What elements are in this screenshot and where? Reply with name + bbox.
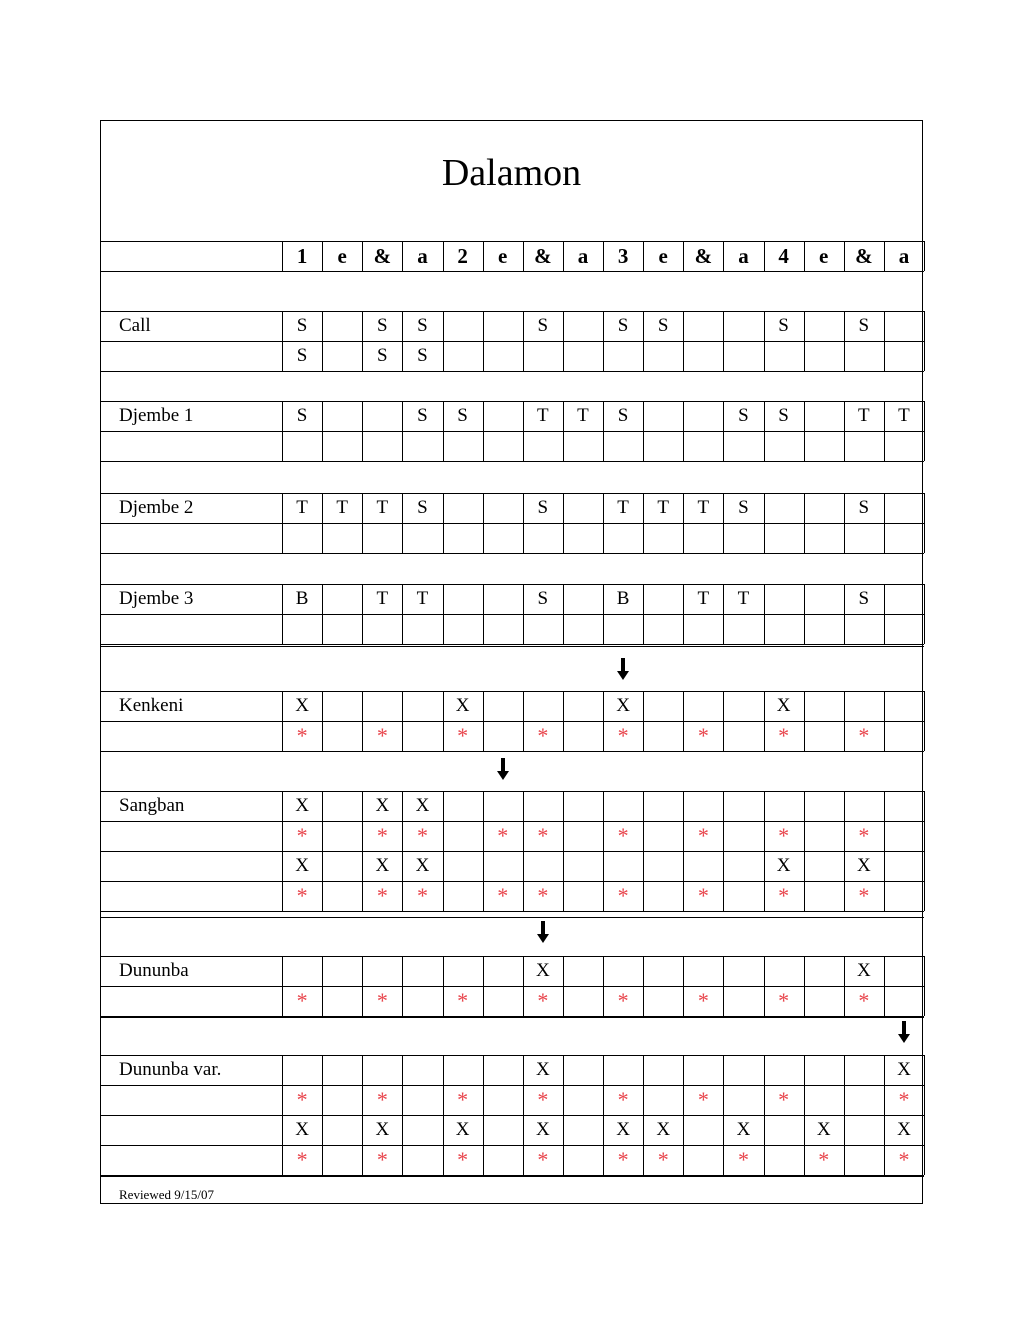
grid-line	[804, 311, 805, 371]
muted-stroke-mark: *	[376, 1087, 388, 1112]
stroke-cell: X	[295, 795, 309, 816]
grid-line	[483, 584, 484, 644]
grid-line	[563, 691, 564, 751]
muted-stroke-mark: *	[537, 883, 549, 908]
stroke-cell: T	[336, 497, 348, 518]
muted-stroke-mark: *	[497, 883, 509, 908]
stroke-cell: X	[776, 855, 791, 876]
muted-stroke-mark: *	[376, 723, 388, 748]
muted-stroke-mark: *	[858, 723, 870, 748]
grid-line	[443, 584, 444, 644]
grid-line	[924, 584, 925, 644]
grid-line	[804, 956, 805, 1016]
grid-line	[563, 956, 564, 1016]
muted-stroke-mark: *	[898, 1087, 910, 1112]
grid-line	[884, 691, 885, 751]
grid-line	[764, 1055, 765, 1175]
instrument-label: Sangban	[119, 795, 185, 816]
muted-stroke-mark: *	[296, 988, 308, 1013]
grid-line	[764, 584, 765, 644]
grid-line	[884, 311, 885, 371]
stroke-cell: B	[295, 588, 309, 609]
grid-line	[804, 493, 805, 553]
grid-line	[723, 956, 724, 1016]
grid-line	[884, 956, 885, 1016]
grid-line	[643, 691, 644, 751]
muted-stroke-mark: *	[376, 823, 388, 848]
stroke-cell: X	[455, 1119, 470, 1140]
muted-stroke-mark: *	[296, 723, 308, 748]
stroke-cell: X	[856, 855, 871, 876]
stroke-cell: S	[377, 345, 388, 366]
muted-stroke-mark: *	[818, 1147, 830, 1172]
muted-stroke-mark: *	[697, 723, 709, 748]
grid-line	[402, 1055, 403, 1175]
muted-stroke-mark: *	[457, 1087, 469, 1112]
grid-line	[322, 691, 323, 751]
grid-line	[101, 614, 924, 615]
grid-line	[924, 791, 925, 911]
grid-line	[483, 1055, 484, 1175]
grid-line	[101, 1176, 924, 1177]
stroke-cell: T	[376, 588, 389, 609]
muted-stroke-mark: *	[416, 883, 428, 908]
beat-header: 4	[778, 244, 789, 268]
stroke-cell: S	[738, 405, 749, 426]
stroke-cell: X	[295, 855, 309, 876]
grid-line	[322, 311, 323, 371]
stroke-cell: T	[296, 497, 308, 518]
muted-stroke-mark: *	[617, 823, 629, 848]
stroke-cell: X	[375, 855, 390, 876]
stroke-cell: T	[376, 497, 389, 518]
stroke-cell: X	[375, 795, 390, 816]
beat-header: e	[658, 244, 668, 268]
muted-stroke-mark: *	[296, 1087, 308, 1112]
stroke-cell: S	[417, 497, 428, 518]
muted-stroke-mark: *	[376, 883, 388, 908]
grid-line	[101, 791, 924, 792]
stroke-cell: S	[296, 345, 308, 366]
grid-line	[924, 493, 925, 553]
stroke-cell: S	[617, 315, 629, 336]
stroke-cell: T	[697, 588, 710, 609]
muted-stroke-mark: *	[537, 1087, 549, 1112]
muted-stroke-mark: *	[537, 988, 549, 1013]
instrument-label: Djembe 3	[119, 588, 194, 609]
stroke-cell: S	[858, 315, 870, 336]
grid-line	[101, 1017, 924, 1018]
grid-line	[101, 493, 924, 494]
stroke-cell: T	[858, 405, 870, 426]
muted-stroke-mark: *	[457, 988, 469, 1013]
instrument-label: Kenkeni	[119, 695, 184, 716]
muted-stroke-mark: *	[537, 823, 549, 848]
stroke-cell: B	[616, 588, 630, 609]
muted-stroke-mark: *	[697, 1087, 709, 1112]
grid-line	[563, 311, 564, 371]
instrument-label: Dununba	[119, 960, 189, 981]
grid-line	[483, 691, 484, 751]
muted-stroke-mark: *	[697, 823, 709, 848]
grid-line	[804, 791, 805, 911]
stroke-cell: X	[897, 1119, 911, 1140]
stroke-cell: S	[537, 497, 549, 518]
beat-header: e	[337, 244, 347, 268]
stroke-cell: S	[617, 405, 629, 426]
grid-line	[322, 791, 323, 911]
muted-stroke-mark: *	[617, 723, 629, 748]
muted-stroke-mark: *	[858, 883, 870, 908]
beat-header: a	[738, 244, 749, 268]
grid-line	[443, 791, 444, 911]
stroke-cell: S	[537, 315, 549, 336]
grid-line	[101, 751, 924, 752]
stroke-cell: T	[898, 405, 910, 426]
beat-header: 2	[457, 244, 468, 268]
beat-header: a	[417, 244, 428, 268]
grid-line	[804, 401, 805, 461]
stroke-cell: X	[415, 855, 430, 876]
stroke-cell: T	[657, 497, 669, 518]
instrument-label: Call	[119, 315, 151, 336]
muted-stroke-mark: *	[617, 1147, 629, 1172]
grid-line	[483, 311, 484, 371]
grid-line	[924, 401, 925, 461]
grid-line	[563, 1055, 564, 1175]
beat-header: &	[694, 244, 713, 268]
stroke-cell: S	[296, 405, 308, 426]
muted-stroke-mark: *	[657, 1147, 669, 1172]
grid-line	[101, 1145, 924, 1146]
stroke-cell: T	[617, 497, 629, 518]
grid-line	[924, 241, 925, 271]
grid-line	[101, 584, 924, 585]
grid-line	[884, 791, 885, 911]
stroke-cell: S	[377, 315, 388, 336]
grid-line	[683, 401, 684, 461]
muted-stroke-mark: *	[778, 1087, 790, 1112]
stroke-cell: S	[417, 345, 428, 366]
grid-line	[443, 493, 444, 553]
grid-line	[101, 644, 924, 645]
muted-stroke-mark: *	[296, 823, 308, 848]
stroke-cell: S	[738, 497, 749, 518]
grid-line	[643, 401, 644, 461]
grid-line	[483, 956, 484, 1016]
grid-line	[683, 311, 684, 371]
stroke-cell: S	[778, 405, 789, 426]
grid-line	[101, 341, 924, 342]
grid-line	[483, 401, 484, 461]
down-arrow-icon	[497, 758, 509, 780]
stroke-cell: X	[455, 695, 470, 716]
stroke-cell: S	[417, 405, 428, 426]
beat-header: a	[898, 244, 910, 268]
stroke-cell: X	[776, 695, 791, 716]
grid-line	[643, 791, 644, 911]
grid-line	[101, 646, 924, 647]
grid-line	[483, 493, 484, 553]
grid-line	[101, 371, 924, 372]
stroke-cell: X	[856, 960, 871, 981]
down-arrow-icon	[617, 658, 629, 680]
muted-stroke-mark: *	[617, 1087, 629, 1112]
grid-line	[723, 791, 724, 911]
grid-line	[723, 311, 724, 371]
stroke-cell: S	[457, 405, 468, 426]
grid-line	[101, 461, 924, 462]
muted-stroke-mark: *	[497, 823, 509, 848]
rhythm-sheet	[100, 120, 923, 1204]
muted-stroke-mark: *	[296, 883, 308, 908]
stroke-cell: X	[535, 1119, 550, 1140]
down-arrow-icon	[898, 1021, 910, 1043]
stroke-cell: S	[296, 315, 308, 336]
muted-stroke-mark: *	[697, 883, 709, 908]
grid-line	[764, 493, 765, 553]
grid-line	[563, 791, 564, 911]
beat-header: &	[855, 244, 873, 268]
grid-line	[101, 1055, 924, 1056]
instrument-label: Djembe 2	[119, 497, 194, 518]
grid-line	[643, 956, 644, 1016]
grid-line	[402, 691, 403, 751]
grid-line	[322, 584, 323, 644]
beat-header: &	[373, 244, 392, 268]
stroke-cell: T	[697, 497, 710, 518]
beat-header: e	[498, 244, 508, 268]
muted-stroke-mark: *	[296, 1147, 308, 1172]
grid-line	[884, 584, 885, 644]
beat-header: 1	[296, 244, 308, 268]
stroke-cell: X	[656, 1119, 671, 1140]
stroke-cell: X	[736, 1119, 751, 1140]
muted-stroke-mark: *	[617, 883, 629, 908]
grid-line	[322, 401, 323, 461]
grid-line	[101, 917, 924, 918]
stroke-cell: X	[535, 960, 550, 981]
grid-line	[643, 584, 644, 644]
grid-line	[723, 691, 724, 751]
sheet-title: Dalamon	[441, 152, 582, 194]
grid-line	[563, 493, 564, 553]
grid-line	[322, 1055, 323, 1175]
stroke-cell: X	[897, 1059, 911, 1080]
instrument-label: Dununba var.	[119, 1059, 222, 1080]
muted-stroke-mark: *	[778, 883, 790, 908]
grid-line	[101, 271, 924, 272]
stroke-cell: X	[535, 1059, 550, 1080]
grid-line	[924, 956, 925, 1016]
stroke-cell: S	[858, 497, 870, 518]
stroke-cell: T	[577, 405, 589, 426]
muted-stroke-mark: *	[457, 723, 469, 748]
stroke-cell: S	[858, 588, 870, 609]
grid-line	[884, 493, 885, 553]
grid-line	[924, 311, 925, 371]
muted-stroke-mark: *	[737, 1147, 749, 1172]
down-arrow-icon	[537, 921, 549, 943]
grid-line	[924, 1055, 925, 1175]
muted-stroke-mark: *	[617, 988, 629, 1013]
grid-line	[362, 401, 363, 461]
grid-line	[101, 523, 924, 524]
stroke-cell: S	[657, 315, 669, 336]
grid-line	[844, 1055, 845, 1175]
beat-header: &	[534, 244, 552, 268]
grid-line	[924, 691, 925, 751]
beat-header: e	[819, 244, 829, 268]
grid-line	[101, 911, 924, 912]
stroke-cell: X	[816, 1119, 831, 1140]
beat-header: 3	[617, 244, 629, 268]
beat-header: a	[577, 244, 589, 268]
instrument-label: Djembe 1	[119, 405, 194, 426]
grid-line	[322, 956, 323, 1016]
stroke-cell: X	[616, 695, 630, 716]
stroke-cell: X	[375, 1119, 390, 1140]
grid-line	[563, 584, 564, 644]
grid-line	[402, 956, 403, 1016]
grid-line	[804, 584, 805, 644]
grid-line	[443, 311, 444, 371]
muted-stroke-mark: *	[416, 823, 428, 848]
muted-stroke-mark: *	[376, 988, 388, 1013]
stroke-cell: T	[737, 588, 750, 609]
grid-line	[101, 553, 924, 554]
muted-stroke-mark: *	[376, 1147, 388, 1172]
muted-stroke-mark: *	[778, 723, 790, 748]
muted-stroke-mark: *	[898, 1147, 910, 1172]
stroke-cell: X	[616, 1119, 630, 1140]
stroke-cell: T	[537, 405, 549, 426]
stroke-cell: S	[778, 315, 789, 336]
grid-line	[101, 956, 924, 957]
stroke-cell: S	[537, 588, 549, 609]
muted-stroke-mark: *	[858, 988, 870, 1013]
stroke-cell: X	[415, 795, 430, 816]
muted-stroke-mark: *	[858, 823, 870, 848]
grid-line	[804, 691, 805, 751]
grid-line	[683, 1055, 684, 1175]
stroke-cell: X	[295, 1119, 309, 1140]
muted-stroke-mark: *	[537, 723, 549, 748]
muted-stroke-mark: *	[537, 1147, 549, 1172]
reviewed-note: Reviewed 9/15/07	[119, 1187, 214, 1202]
muted-stroke-mark: *	[778, 823, 790, 848]
stroke-cell: T	[416, 588, 429, 609]
muted-stroke-mark: *	[457, 1147, 469, 1172]
grid-line	[101, 1115, 924, 1116]
stroke-cell: S	[417, 315, 428, 336]
stroke-cell: X	[295, 695, 309, 716]
muted-stroke-mark: *	[697, 988, 709, 1013]
grid-line	[101, 431, 924, 432]
muted-stroke-mark: *	[778, 988, 790, 1013]
